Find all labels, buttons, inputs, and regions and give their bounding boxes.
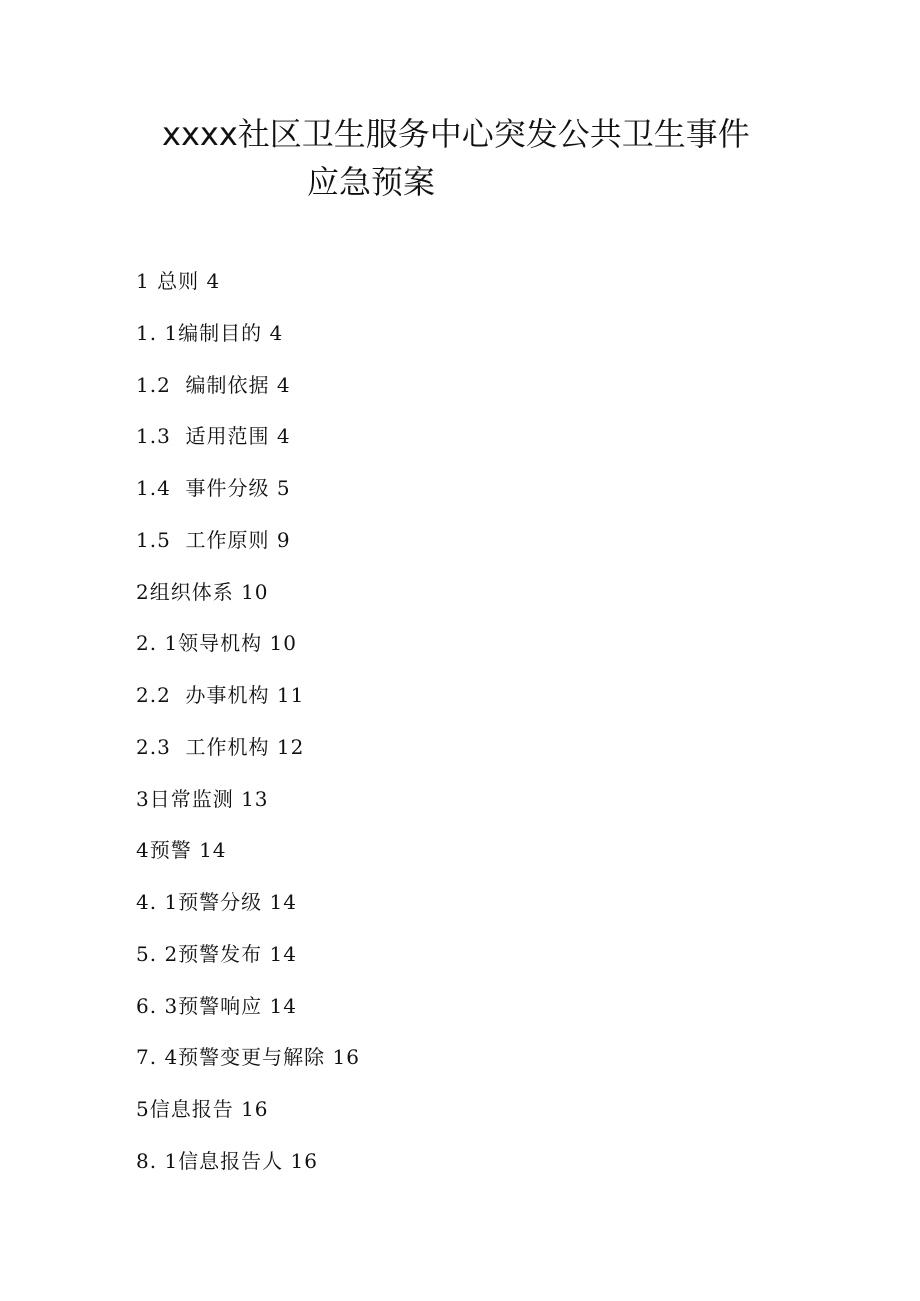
document-title-line-2: 应急预案 (307, 163, 436, 201)
toc-entry: 7. 4预警变更与解除 16 (136, 1045, 360, 1070)
toc-entry: 1 总则 4 (136, 269, 221, 293)
toc-entry: 5信息报告 16 (136, 1097, 269, 1121)
toc-entry: 4. 1预警分级 14 (136, 890, 297, 914)
toc-entry: 1.2 编制依据 4 (136, 372, 291, 397)
toc-entry: 4预警 14 (136, 838, 227, 863)
toc-entry: 1.4 事件分级 5 (136, 476, 291, 500)
toc-entry: 6. 3预警响应 14 (136, 993, 297, 1018)
toc-entry: 1.3 适用范围 4 (136, 424, 291, 449)
toc-entry: 1. 1编制目的 4 (136, 320, 284, 345)
toc-entry: 3日常监测 13 (136, 786, 269, 811)
toc-entry: 1.5 工作原则 9 (136, 527, 291, 552)
toc-entry: 2.3 工作机构 12 (136, 734, 305, 759)
document-title-line-1: xxxx社区卫生服务中心突发公共卫生事件 (162, 115, 750, 153)
toc-entry: 2. 1领导机构 10 (136, 631, 297, 656)
toc-entry: 8. 1信息报告人 16 (136, 1148, 318, 1173)
table-of-contents (136, 264, 836, 1196)
toc-entry: 2组织体系 10 (136, 579, 269, 604)
toc-entry: 2.2 办事机构 11 (136, 683, 305, 707)
toc-entry: 5. 2预警发布 14 (136, 941, 297, 966)
